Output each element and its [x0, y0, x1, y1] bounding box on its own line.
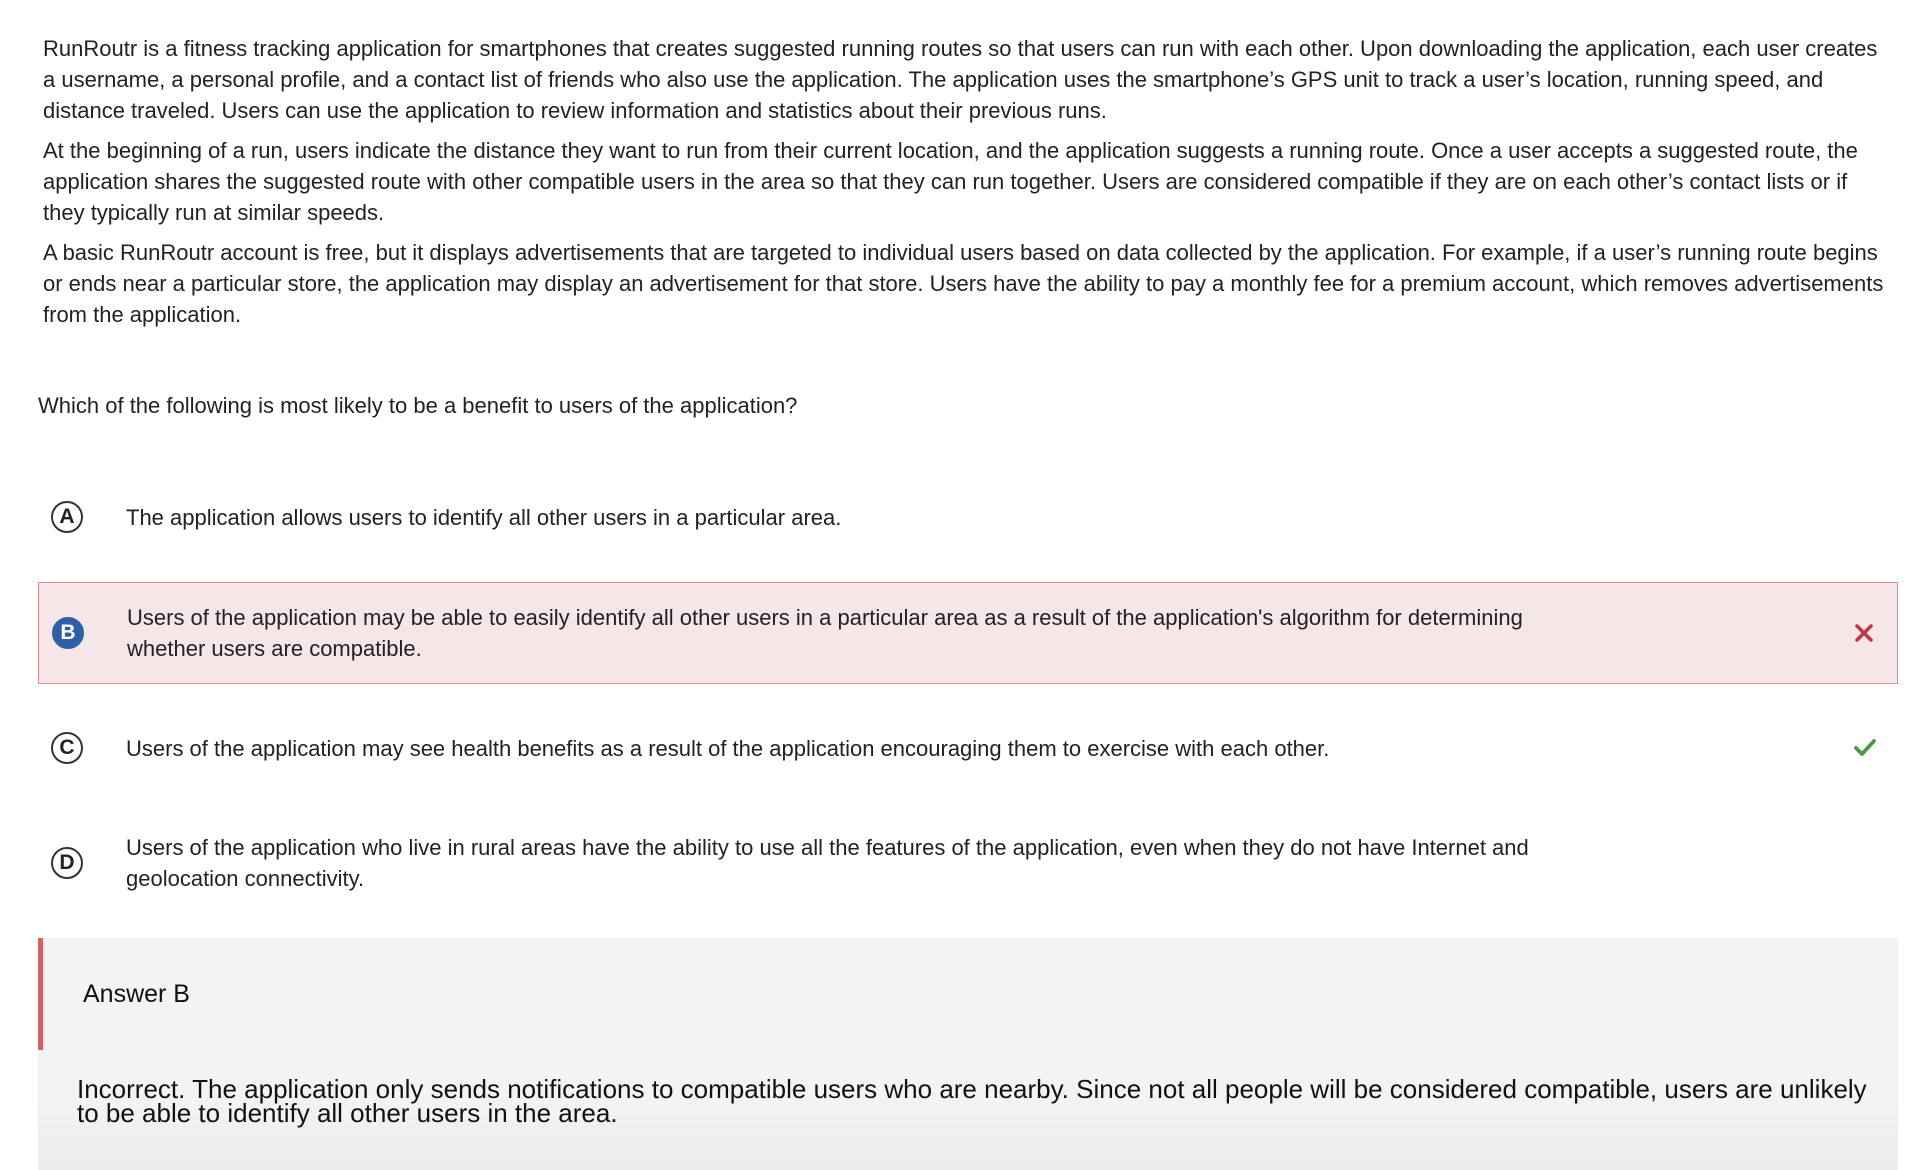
choice-letter-d: D	[51, 847, 83, 879]
choice-text-d: Users of the application who live in rural areas have the ability to use all the features of the application, even when they do not have Internet and geolocation connectivity.	[126, 835, 1529, 891]
feedback-explanation: Incorrect. The application only sends notifications to compatible users who are nearby. Since not all people will be considered compatible, users are unlikely to be able to identify all other users in the area.	[77, 1074, 1867, 1128]
passage-paragraph: At the beginning of a run, users indicate the distance they want to run from their current location, and the application suggests a running route. Once a user accepts a suggested route, the application shares the suggested route with other compatible users in the area so that they can run together. Users are considered compatible if they are on each other’s contact lists or if they typically run at similar speeds.	[43, 138, 1858, 225]
passage	[43, 33, 1893, 339]
question-stem: Which of the following is most likely to be a benefit to users of the application?	[38, 393, 798, 418]
x-icon	[1851, 620, 1877, 646]
choice-d[interactable]	[38, 812, 1898, 914]
choice-letter-a: A	[51, 501, 83, 533]
choice-letter-c: C	[51, 732, 83, 764]
choice-text-c: Users of the application may see health benefits as a result of the application encouraging them to exercise with each other.	[126, 735, 1330, 761]
answer-feedback-panel	[38, 938, 1898, 1170]
choice-text-a: The application allows users to identify all other users in a particular area.	[126, 504, 842, 530]
choice-letter-b: B	[52, 617, 84, 649]
choice-a[interactable]	[38, 482, 1898, 552]
passage-paragraph: A basic RunRoutr account is free, but it displays advertisements that are targeted to individual users based on data collected by the application. For example, if a user’s running route begins or ends near a particular store, the application may display an advertisement for that store. Users have the ability to pay a monthly fee for a premium account, which removes advertisements from the application.	[43, 240, 1884, 327]
checkmark-icon	[1852, 735, 1878, 761]
feedback-title: Answer B	[83, 980, 190, 1008]
choice-text-b: Users of the application may be able to easily identify all other users in a particular area as a result of the application's algorithm for determining whether users are compatible.	[127, 605, 1523, 661]
feedback-accent-bar	[38, 938, 43, 1050]
passage-paragraph: RunRoutr is a fitness tracking application for smartphones that creates suggested running routes so that users can run with each other. Upon downloading the application, each user creates a username, a personal profile, and a contact list of friends who also use the application. The application uses the smartphone’s GPS unit to track a user’s location, running speed, and distance traveled. Users can use the application to review information and statistics about their previous runs.	[43, 36, 1878, 123]
choice-c[interactable]	[38, 713, 1898, 783]
choice-b[interactable]	[38, 582, 1898, 684]
